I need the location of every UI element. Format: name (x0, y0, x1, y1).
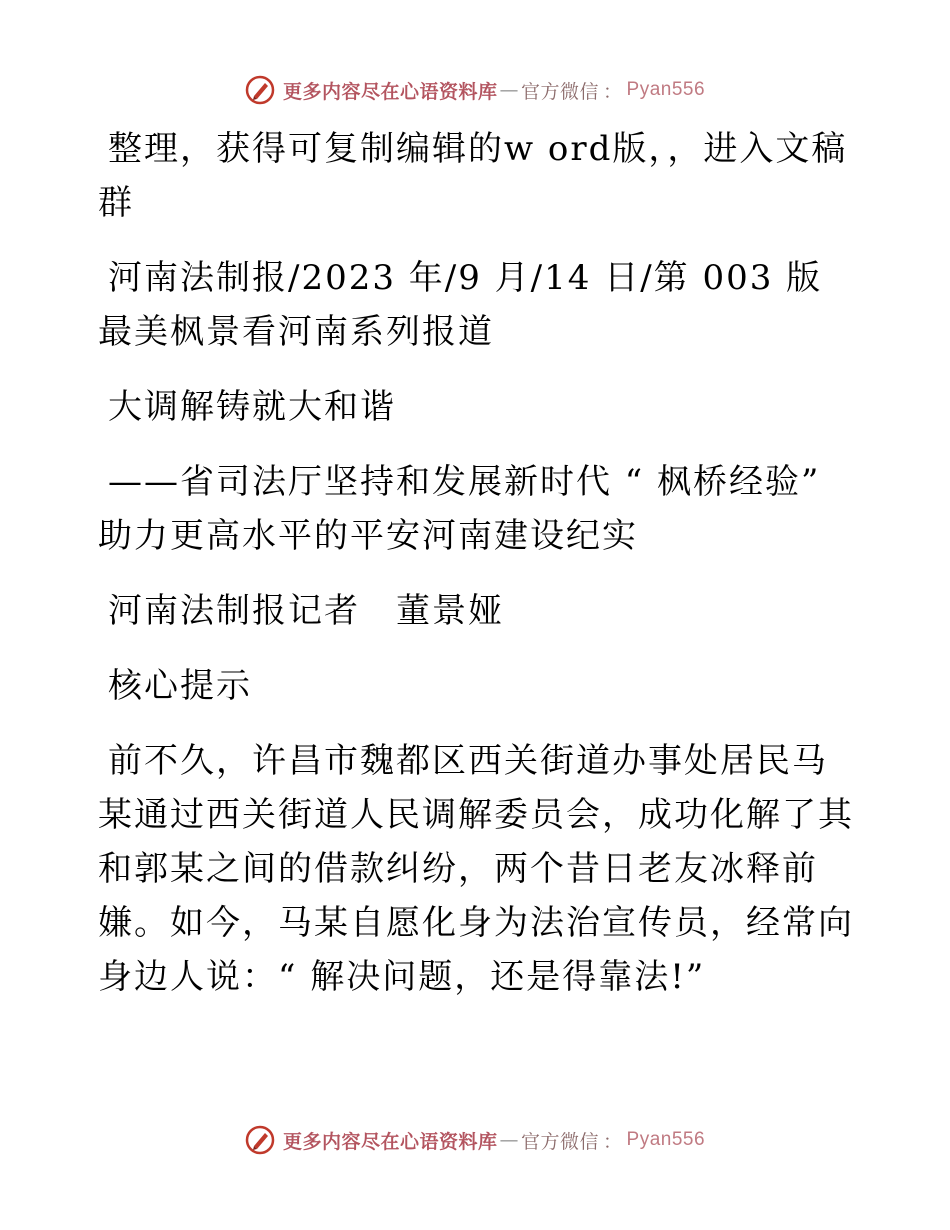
watermark-label: 官方微信 (520, 1130, 599, 1153)
watermark-dash: — (499, 1129, 519, 1151)
footer-watermark (0, 1120, 950, 1160)
article-byline: 河南法制报记者 董景娅 (108, 591, 504, 631)
watermark-label: 官方微信 (520, 80, 599, 103)
header-watermark (0, 70, 950, 110)
article-subtitle: ——省司法厅坚持和发展新时代 “ 枫桥经验” 助力更高水平的平安河南建设纪实 (98, 462, 821, 556)
paragraph-source: 河南法制报/2023 年/9 月/14 日/第 003 版最美枫景看河南系列报道 (98, 258, 823, 352)
watermark-separator: ： (603, 80, 623, 103)
watermark-separator: ： (603, 1130, 623, 1153)
watermark-wechat-id: Pyan556 (626, 79, 706, 100)
watermark-main-text: 更多内容尽在心语资料库 (282, 1130, 498, 1153)
pen-logo-icon (245, 1125, 275, 1155)
document-body (98, 122, 858, 1025)
paragraph-body: 前不久，许昌市魏都区西关街道办事处居民马某通过西关街道人民调解委员会，成功化解了其和郭某之间的借款纠纷，两个昔日老友冰释前嫌。如今，马某自愿化身为法治宣传员，经常向身边人说：“ 解决问题，还是得靠法!” (98, 741, 854, 997)
article-title: 大调解铸就大和谐 (108, 387, 396, 427)
pen-logo-icon (245, 75, 275, 105)
section-heading: 核心提示 (108, 666, 252, 706)
paragraph-intro: 整理，获得可复制编辑的w ord版，，进入文稿群 (98, 129, 848, 223)
watermark-dash: — (499, 79, 519, 101)
watermark-main-text: 更多内容尽在心语资料库 (282, 80, 498, 103)
watermark-wechat-id: Pyan556 (626, 1129, 706, 1150)
